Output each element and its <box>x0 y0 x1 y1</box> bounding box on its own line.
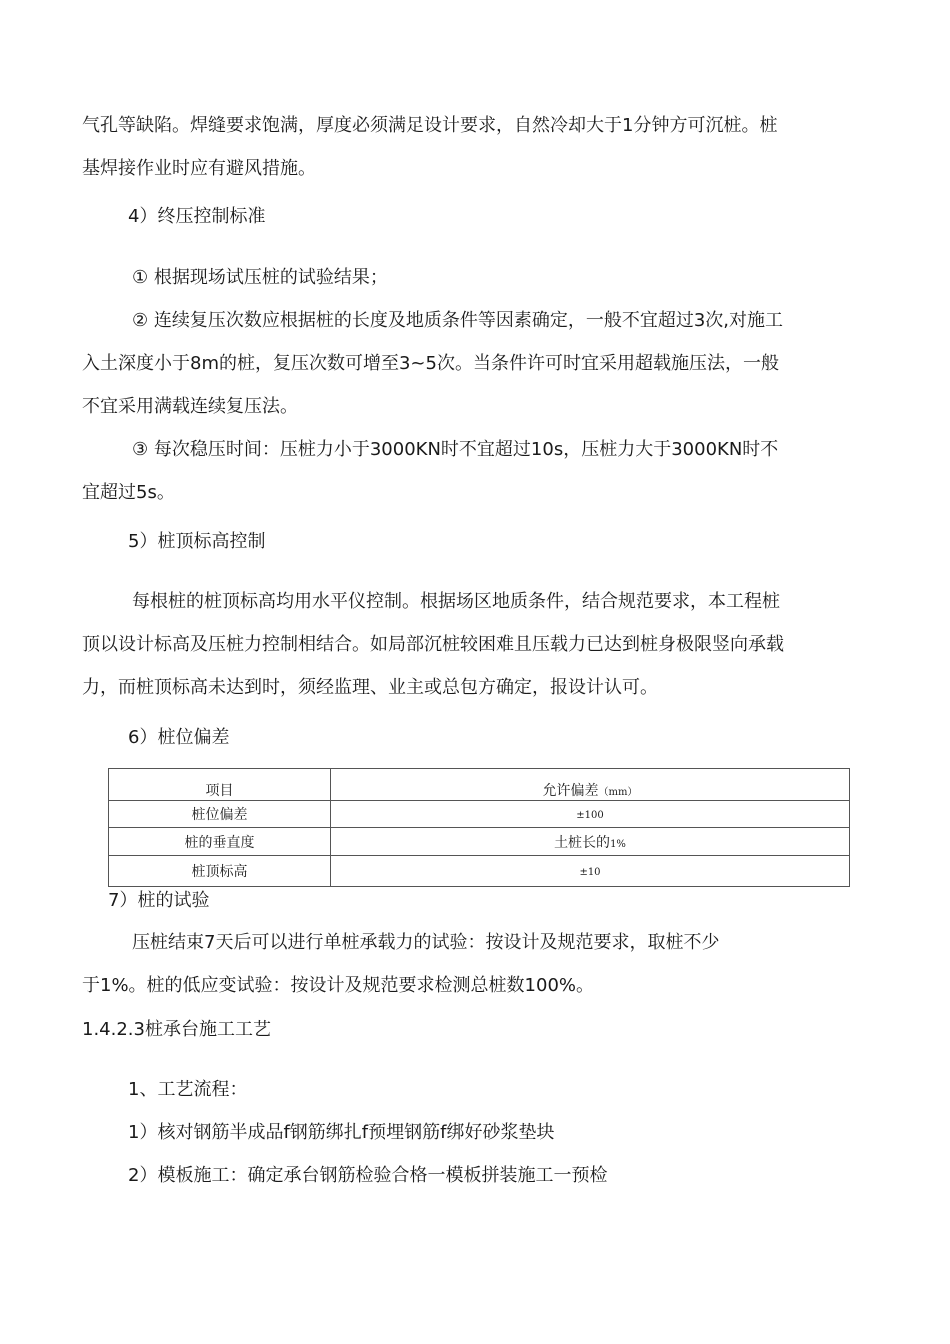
row-value: ±10 <box>331 856 850 887</box>
paragraph-pile-top-line3: 力，而桩顶标高未达到时，须经监理、业主或总包方确定，报设计认可。 <box>82 677 658 698</box>
header-item: 项目 <box>109 769 331 801</box>
deviation-table <box>108 768 850 887</box>
heading-pile-top: 5）桩顶标高控制 <box>128 531 266 552</box>
process-step-2: 2）模板施工：确定承台钢筋检验合格一模板拼装施工一预检 <box>128 1165 608 1186</box>
item-3-line1: ③ 每次稳压时间：压桩力小于3000KN时不宜超过10s，压桩力大于3000KN时不 <box>132 439 779 460</box>
process-heading: 1、工艺流程： <box>128 1079 248 1100</box>
table-row <box>109 828 850 856</box>
heading-pile-test: 7）桩的试验 <box>108 890 210 911</box>
row-item: 桩的垂直度 <box>109 828 331 856</box>
paragraph-weld-line2: 基焊接作业时应有避风措施。 <box>82 158 316 179</box>
paragraph-pile-top-line1: 每根桩的桩顶标高均用水平仪控制。根据场区地质条件，结合规范要求，本工程桩 <box>132 591 780 612</box>
item-2-line2: 入土深度小于8m的桩，复压次数可增至3~5次。当条件许可时宜采用超载施压法，一般 <box>82 353 779 374</box>
heading-final-pressure: 4）终压控制标准 <box>128 206 266 227</box>
item-2-line1: ② 连续复压次数应根据桩的长度及地质条件等因素确定，一般不宜超过3次,对施工 <box>132 310 784 331</box>
item-1: ① 根据现场试压桩的试验结果； <box>132 267 388 288</box>
paragraph-pile-top-line2: 顶以设计标高及压桩力控制相结合。如局部沉桩较困难且压载力已达到桩身极限竖向承载 <box>82 634 784 655</box>
paragraph-pile-test-line1: 压桩结束7天后可以进行单桩承载力的试验：按设计及规范要求，取桩不少 <box>132 932 720 953</box>
header-allowance: 允许偏差（mm） <box>331 769 850 801</box>
table-header-row <box>109 769 850 801</box>
item-3-line2: 宜超过5s。 <box>82 482 175 503</box>
paragraph-pile-test-line2: 于1%。桩的低应变试验：按设计及规范要求检测总桩数100%。 <box>82 975 595 996</box>
process-step-1: 1）核对钢筋半成品f钢筋绑扎f预埋钢筋f绑好砂浆垫块 <box>128 1122 555 1143</box>
row-value: 土桩长的1% <box>331 828 850 856</box>
paragraph-weld-line1: 气孔等缺陷。焊缝要求饱满，厚度必须满足设计要求，自然冷却大于1分钟方可沉桩。桩 <box>82 115 778 136</box>
table-row <box>109 801 850 828</box>
item-2-line3: 不宜采用满载连续复压法。 <box>82 396 298 417</box>
heading-pile-deviation: 6）桩位偏差 <box>128 727 230 748</box>
section-heading: 1.4.2.3桩承台施工工艺 <box>82 1019 271 1040</box>
row-item: 桩顶标高 <box>109 856 331 887</box>
row-item: 桩位偏差 <box>109 801 331 828</box>
row-value: ±100 <box>331 801 850 828</box>
